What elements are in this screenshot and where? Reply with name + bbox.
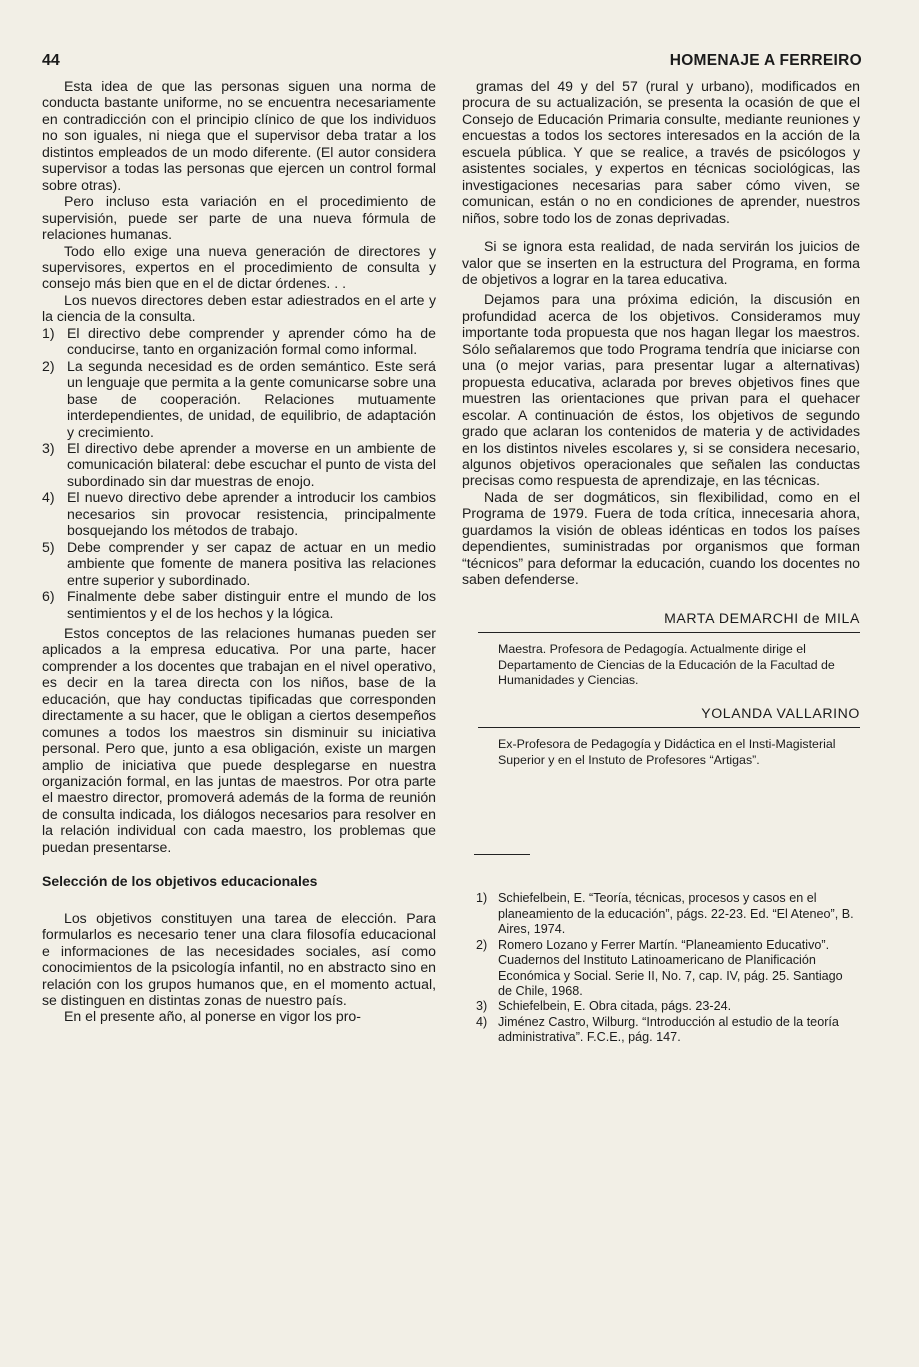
paragraph: Estos conceptos de las relaciones humanas pueden ser aplicados a la empresa educativa. Por una parte, hacer comprender a los docentes que trabajan en el nivel operativo, es decir en la tarea directa con los niños, base de la educación, que hay conductas tipificadas que corresponden directamente a su hacer, que le obligan a ciertos desempeños comunes a todos los maestros sin disminuir su iniciativa personal. Pero que, junto a esa obligación, existe un margen amplio de iniciativa que puede desplegarse en nuestra organización formal, en las juntas de maestros. Por otra parte el maestro director, promoverá además de la forma de reunión de consulta indicada, los diálogos necesarios para resolver en la relación individual con cada maestro, los problemas que puedan presentarse.: [42, 624, 436, 855]
paragraph: Los nuevos directores deben estar adiestrados en el arte y la ciencia de la consulta.: [42, 291, 436, 325]
footnote-divider: [474, 854, 530, 855]
list-number: 2): [42, 357, 55, 374]
footnote: [476, 999, 860, 1014]
list-text: El directivo debe comprender y aprender cómo ha de conducirse, tanto en organización formal como informal.: [67, 324, 436, 358]
page-number: 44: [42, 52, 60, 69]
footnote-number: 4): [476, 1014, 488, 1029]
paragraph: Los objetivos constituyen una tarea de elección. Para formularlos es necesario tener una clara filosofía educacional e informaciones de las necesidades sociales, así como conocimientos de la psicología infantil, no en abstracto sino en relación con los grupos humanos que, en el momento actual, se distinguen en distintas zonas de nuestro país.: [42, 909, 436, 1009]
list-number: 3): [42, 439, 55, 456]
footnote-number: 2): [476, 937, 488, 952]
paragraph: Nada de ser dogmáticos, sin flexibilidad, como en el Programa de 1979. Fuera de toda crítica, innecesaria ahora, guardamos la visión de obleas idénticas en todos los países dependientes, suministradas por organismos que forman “técnicos” para deformar la educación, cuando los docentes no saben defenderse.: [462, 488, 860, 588]
list-text: Debe comprender y ser capaz de actuar en un medio ambiente que fomente de manera positiva las relaciones entre superior y subordinado.: [67, 538, 436, 588]
footnote-text: Schiefelbein, E. Obra citada, págs. 23-24.: [498, 999, 732, 1014]
author-bio: Maestra. Profesora de Pedagogía. Actualmente dirige el Departamento de Ciencias de la Educación de la Facultad de Humanidades y Ciencias.: [498, 642, 835, 688]
running-title: HOMENAJE A FERREIRO: [669, 52, 862, 69]
footnote-text: Romero Lozano y Ferrer Martín. “Planeamiento Educativo”. Cuadernos del Instituto Latinoamericano de Planificación Económica y Social. Serie II, No. 7, cap. IV, pág. 25. Santiago de Chile, 1968.: [498, 937, 843, 998]
right-column: [462, 78, 860, 1046]
list-number: 4): [42, 489, 55, 506]
footnote-number: 1): [476, 891, 488, 906]
author-bio: Ex-Profesora de Pedagogía y Didáctica en el Insti-Magisterial Superior y en el Instuto de Profesores “Artigas”.: [498, 737, 836, 767]
author-signature: YOLANDA VALLARINO: [701, 704, 860, 721]
divider: [478, 727, 860, 728]
paragraph: Si se ignora esta realidad, de nada servirán los juicios de valor que se inserten en la estructura del Programa, en forma de objetivos a lograr en la tarea educativa.: [462, 238, 860, 287]
paragraph: Pero incluso esta variación en el procedimiento de supervisión, puede ser parte de una nueva fórmula de relaciones humanas.: [42, 193, 436, 243]
footnote-text: Schiefelbein, E. “Teoría, técnicas, procesos y casos en el planeamiento de la educación”, págs. 22-23. Ed. “El Ateneo”, B. Aires, 1974.: [498, 891, 854, 937]
list-text: El directivo debe aprender a moverse en un ambiente de comunicación bilateral: debe escuchar el punto de vista del subordinado sin dar muestras de enojo.: [67, 439, 437, 489]
left-column: [42, 78, 436, 1025]
section-heading: Selección de los objetivos educacionales: [42, 873, 318, 890]
principles-list: [42, 325, 436, 621]
list-number: 5): [42, 538, 55, 555]
list-item: [42, 325, 436, 358]
footnote: [476, 938, 860, 1000]
paragraph: Dejamos para una próxima edición, la discusión en profundidad acerca de los objetivos. Consideramos muy importante toda propuesta que nos hagan llegar los maestros. Sólo señalaremos que todo Programa tendría que iniciarse con una (o mejor varias, para presentar lugar a alternativas) propuesta educativa, aclarada por breves objetivos fines que muestren las orientaciones que privan para el quehacer escolar. A continuación de éstos, los objetivos de segundo grado que aclaran los contenidos de materia y de actividades en los distintos niveles escolares y, si se considera necesario, algunos objetivos operacionales que señalen las conductas precisas como respuesta de aprendizaje, en las técnicas.: [462, 291, 860, 489]
footnote: [476, 891, 860, 937]
paragraph: Todo ello exige una nueva generación de directores y supervisores, expertos en el procedimiento de consulta y consejo más bien que en el de dictar órdenes. . .: [42, 242, 436, 292]
list-text: La segunda necesidad es de orden semántico. Este será un lenguaje que permita a la gente comunicarse sobre una base de cooperación. Relaciones mutuamente interdependientes, de unidad, de equilibrio, de adaptación y crecimiento.: [67, 357, 436, 440]
page-header: [42, 52, 862, 74]
list-item: [42, 489, 436, 538]
list-number: 1): [42, 324, 55, 341]
footnote-text: Jiménez Castro, Wilburg. “Introducción al estudio de la teoría administrativa”. F.C.E., pág. 147.: [498, 1014, 839, 1045]
list-item: [42, 588, 436, 621]
divider: [478, 632, 860, 633]
list-text: Finalmente debe saber distinguir entre el mundo de los sentimientos y el de los hechos y la lógica.: [67, 588, 436, 621]
footnote: [476, 1015, 860, 1046]
paragraph: gramas del 49 y del 57 (rural y urbano), modificados en procura de su actualización, se presenta la ocasión de que el Consejo de Educación Primaria consulte, mediante reuniones y encuestas a todos los sectores interesados en la acción de la escuela pública. Y que se realice, a través de psicólogos y asistentes sociales, y expertos en técnicas sociológicas, las investigaciones necesarias para saber cómo viven, se comunican, están o no en condiciones de aprender, nuestros niños, sobre todo los de zonas deprivadas.: [462, 78, 860, 226]
list-item: [42, 539, 436, 588]
list-item: [42, 440, 436, 489]
list-number: 6): [42, 588, 55, 605]
list-item: [42, 358, 436, 440]
footnotes: [476, 891, 860, 1045]
paragraph: Esta idea de que las personas siguen una norma de conducta bastante uniforme, no se encuentra necesariamente en contradicción con el principio clínico de que los individuos no son iguales, ni niega que el supervisor deba tratar a los distintos empleados de un modo diferente. (El autor considera supervisor a todas las personas que ejercen un control formal sobre otras).: [42, 78, 436, 193]
list-text: El nuevo directivo debe aprender a introducir los cambios necesarios sin provocar resistencia, principalmente bosquejando los métodos de trabajo.: [67, 489, 436, 539]
paragraph: En el presente año, al ponerse en vigor los pro-: [64, 1008, 361, 1025]
author-signature: MARTA DEMARCHI de MILA: [664, 609, 860, 626]
footnote-number: 3): [476, 999, 488, 1014]
